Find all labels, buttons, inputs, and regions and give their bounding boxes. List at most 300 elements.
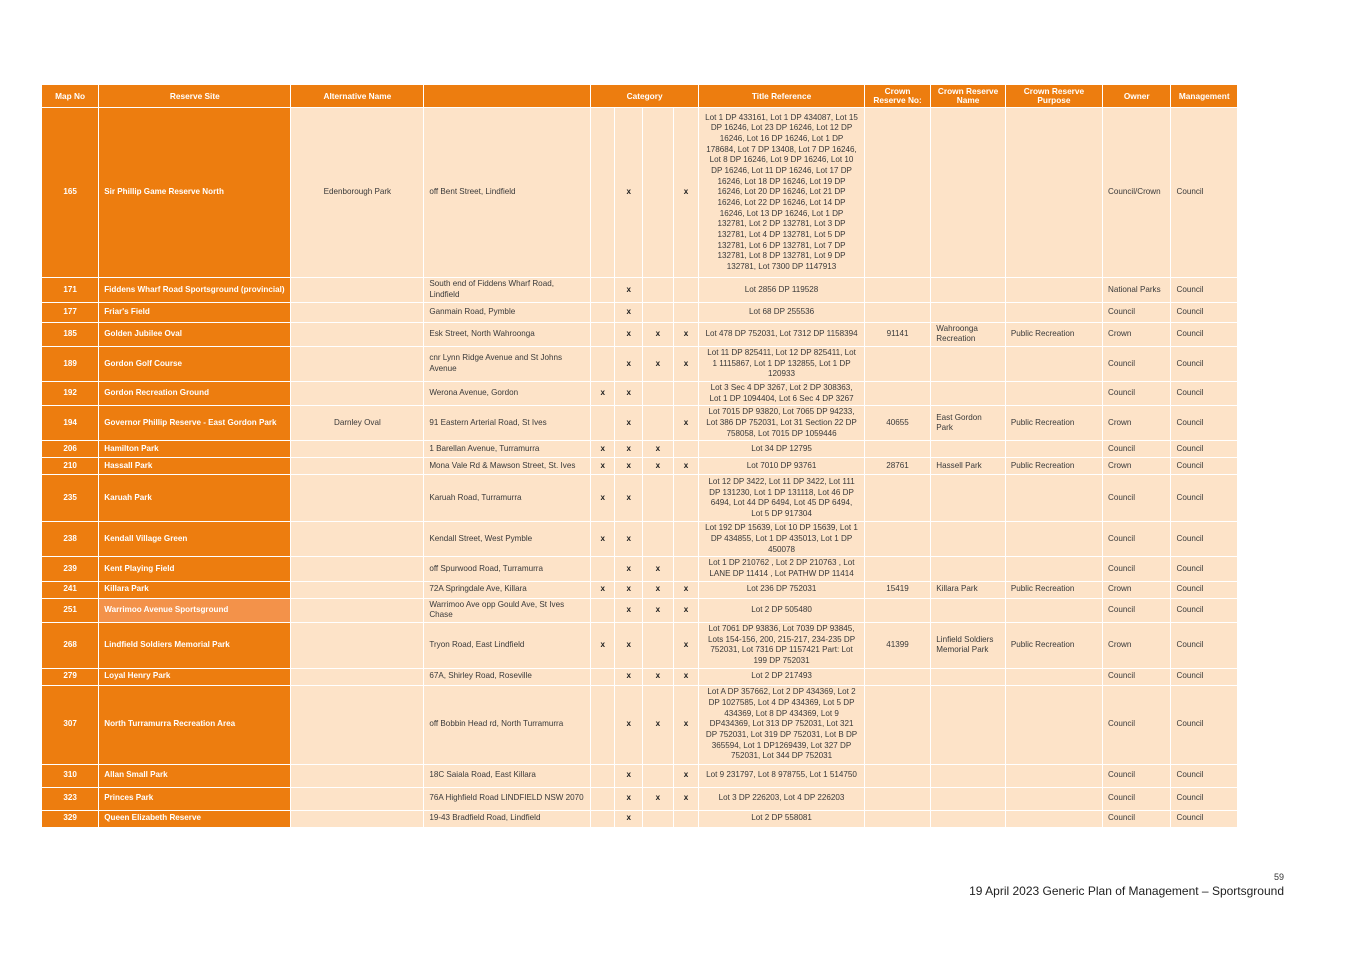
category-mark-cell bbox=[643, 278, 673, 301]
category-mark-cell: x bbox=[615, 788, 642, 810]
owner-cell: Crown bbox=[1103, 406, 1170, 440]
crown-reserve-purpose-cell bbox=[1006, 278, 1102, 301]
category-mark-cell: x bbox=[615, 811, 642, 827]
crown-reserve-name-cell bbox=[931, 475, 1005, 521]
table-row bbox=[42, 458, 1237, 474]
management-cell: Council bbox=[1171, 475, 1237, 521]
title-reference-cell: Lot 3 Sec 4 DP 3267, Lot 2 DP 308363, Lot 1 DP 1094404, Lot 6 Sec 4 DP 3267 bbox=[699, 382, 864, 405]
crown-reserve-no-cell bbox=[865, 108, 930, 277]
crown-reserve-no-cell: 41399 bbox=[865, 623, 930, 668]
crown-reserve-no-cell bbox=[865, 278, 930, 301]
map-no-cell: 235 bbox=[42, 475, 98, 521]
reserve-site-cell: Karuah Park bbox=[99, 475, 290, 521]
crown-reserve-purpose-cell bbox=[1006, 686, 1102, 764]
reserve-site-cell: Hassall Park bbox=[99, 458, 290, 474]
reserve-site-cell: North Turramurra Recreation Area bbox=[99, 686, 290, 764]
header-address bbox=[424, 85, 590, 107]
footer-document-title: 19 April 2023 Generic Plan of Management – Sportsground bbox=[969, 884, 1284, 898]
management-cell: Council bbox=[1171, 382, 1237, 405]
table-row bbox=[42, 441, 1237, 457]
title-reference-cell: Lot 2 DP 558081 bbox=[699, 811, 864, 827]
crown-reserve-name-cell bbox=[931, 557, 1005, 580]
reserve-site-cell: Kendall Village Green bbox=[99, 522, 290, 556]
crown-reserve-no-cell bbox=[865, 788, 930, 810]
management-cell: Council bbox=[1171, 811, 1237, 827]
address-cell: 76A Highfield Road LINDFIELD NSW 2070 bbox=[424, 788, 590, 810]
alternative-name-cell bbox=[291, 669, 423, 685]
table-row bbox=[42, 323, 1237, 346]
address-cell: 67A, Shirley Road, Roseville bbox=[424, 669, 590, 685]
map-no-cell: 329 bbox=[42, 811, 98, 827]
table-row bbox=[42, 406, 1237, 440]
category-mark-cell: x bbox=[591, 522, 615, 556]
crown-reserve-purpose-cell bbox=[1006, 599, 1102, 622]
reserve-site-cell: Hamilton Park bbox=[99, 441, 290, 457]
category-mark-cell: x bbox=[674, 623, 699, 668]
crown-reserve-no-cell bbox=[865, 441, 930, 457]
header-category: Category bbox=[591, 85, 698, 107]
address-cell: off Bent Street, Lindfield bbox=[424, 108, 590, 277]
category-mark-cell bbox=[643, 475, 673, 521]
category-mark-cell: x bbox=[615, 765, 642, 787]
crown-reserve-purpose-cell bbox=[1006, 788, 1102, 810]
table-row bbox=[42, 623, 1237, 668]
header-map-no: Map No bbox=[42, 85, 98, 107]
management-cell: Council bbox=[1171, 303, 1237, 322]
category-mark-cell: x bbox=[674, 669, 699, 685]
alternative-name-cell: Edenborough Park bbox=[291, 108, 423, 277]
table-row bbox=[42, 278, 1237, 301]
address-cell: Warrimoo Ave opp Gould Ave, St Ives Chase bbox=[424, 599, 590, 622]
owner-cell: Crown bbox=[1103, 323, 1170, 346]
crown-reserve-no-cell bbox=[865, 303, 930, 322]
crown-reserve-purpose-cell bbox=[1006, 669, 1102, 685]
management-cell: Council bbox=[1171, 278, 1237, 301]
owner-cell: Crown bbox=[1103, 582, 1170, 598]
alternative-name-cell bbox=[291, 582, 423, 598]
reserve-site-cell: Loyal Henry Park bbox=[99, 669, 290, 685]
category-mark-cell: x bbox=[674, 458, 699, 474]
category-mark-cell: x bbox=[591, 623, 615, 668]
crown-reserve-purpose-cell: Public Recreation bbox=[1006, 406, 1102, 440]
management-cell: Council bbox=[1171, 323, 1237, 346]
crown-reserve-no-cell bbox=[865, 557, 930, 580]
category-mark-cell bbox=[591, 303, 615, 322]
crown-reserve-no-cell bbox=[865, 811, 930, 827]
table-row bbox=[42, 788, 1237, 810]
reserve-site-cell: Warrimoo Avenue Sportsground bbox=[99, 599, 290, 622]
address-cell: cnr Lynn Ridge Avenue and St Johns Avenue bbox=[424, 347, 590, 381]
header-crown-reserve-name: Crown Reserve Name bbox=[931, 85, 1005, 107]
category-mark-cell: x bbox=[615, 599, 642, 622]
alternative-name-cell bbox=[291, 347, 423, 381]
management-cell: Council bbox=[1171, 788, 1237, 810]
address-cell: Werona Avenue, Gordon bbox=[424, 382, 590, 405]
category-mark-cell bbox=[674, 522, 699, 556]
category-mark-cell: x bbox=[674, 323, 699, 346]
category-mark-cell bbox=[591, 788, 615, 810]
owner-cell: Council/Crown bbox=[1103, 108, 1170, 277]
category-mark-cell: x bbox=[615, 475, 642, 521]
category-mark-cell: x bbox=[615, 278, 642, 301]
table-header-row bbox=[42, 85, 1237, 107]
alternative-name-cell bbox=[291, 599, 423, 622]
category-mark-cell bbox=[674, 441, 699, 457]
crown-reserve-name-cell bbox=[931, 686, 1005, 764]
title-reference-cell: Lot 12 DP 3422, Lot 11 DP 3422, Lot 111 DP 131230, Lot 1 DP 131118, Lot 46 DP 6494, Lot 44 DP 6494, Lot 45 DP 6494, Lot 5 DP 917304 bbox=[699, 475, 864, 521]
alternative-name-cell bbox=[291, 522, 423, 556]
table-row bbox=[42, 599, 1237, 622]
header-alternative-name: Alternative Name bbox=[291, 85, 423, 107]
management-cell: Council bbox=[1171, 599, 1237, 622]
category-mark-cell bbox=[674, 382, 699, 405]
table-row bbox=[42, 347, 1237, 381]
crown-reserve-name-cell bbox=[931, 522, 1005, 556]
table-row bbox=[42, 303, 1237, 322]
crown-reserve-name-cell bbox=[931, 765, 1005, 787]
alternative-name-cell bbox=[291, 811, 423, 827]
table-row bbox=[42, 765, 1237, 787]
category-mark-cell: x bbox=[591, 582, 615, 598]
category-mark-cell: x bbox=[674, 686, 699, 764]
reserve-site-cell: Lindfield Soldiers Memorial Park bbox=[99, 623, 290, 668]
address-cell: off Spurwood Road, Turramurra bbox=[424, 557, 590, 580]
reserve-site-cell: Gordon Recreation Ground bbox=[99, 382, 290, 405]
address-cell: South end of Fiddens Wharf Road, Lindfield bbox=[424, 278, 590, 301]
reserve-site-cell: Princes Park bbox=[99, 788, 290, 810]
reserve-site-cell: Killara Park bbox=[99, 582, 290, 598]
header-management: Management bbox=[1171, 85, 1237, 107]
reserve-site-cell: Golden Jubilee Oval bbox=[99, 323, 290, 346]
category-mark-cell: x bbox=[615, 108, 642, 277]
table-body bbox=[42, 108, 1237, 826]
crown-reserve-no-cell bbox=[865, 475, 930, 521]
category-mark-cell: x bbox=[615, 441, 642, 457]
reserves-table bbox=[41, 84, 1238, 828]
category-mark-cell: x bbox=[643, 323, 673, 346]
map-no-cell: 323 bbox=[42, 788, 98, 810]
crown-reserve-no-cell: 15419 bbox=[865, 582, 930, 598]
crown-reserve-name-cell bbox=[931, 303, 1005, 322]
crown-reserve-name-cell bbox=[931, 347, 1005, 381]
title-reference-cell: Lot 3 DP 226203, Lot 4 DP 226203 bbox=[699, 788, 864, 810]
category-mark-cell: x bbox=[615, 382, 642, 405]
reserve-site-cell: Fiddens Wharf Road Sportsground (provincial) bbox=[99, 278, 290, 301]
header-crown-reserve-purpose: Crown Reserve Purpose bbox=[1006, 85, 1102, 107]
category-mark-cell bbox=[643, 522, 673, 556]
map-no-cell: 251 bbox=[42, 599, 98, 622]
title-reference-cell: Lot 192 DP 15639, Lot 10 DP 15639, Lot 1 DP 434855, Lot 1 DP 435013, Lot 1 DP 450078 bbox=[699, 522, 864, 556]
map-no-cell: 307 bbox=[42, 686, 98, 764]
alternative-name-cell bbox=[291, 458, 423, 474]
crown-reserve-name-cell: Wahroonga Recreation bbox=[931, 323, 1005, 346]
management-cell: Council bbox=[1171, 669, 1237, 685]
alternative-name-cell bbox=[291, 475, 423, 521]
title-reference-cell: Lot 68 DP 255536 bbox=[699, 303, 864, 322]
header-title-reference: Title Reference bbox=[699, 85, 864, 107]
owner-cell: Crown bbox=[1103, 458, 1170, 474]
category-mark-cell: x bbox=[674, 406, 699, 440]
map-no-cell: 194 bbox=[42, 406, 98, 440]
map-no-cell: 268 bbox=[42, 623, 98, 668]
owner-cell: Crown bbox=[1103, 623, 1170, 668]
crown-reserve-no-cell bbox=[865, 686, 930, 764]
owner-cell: Council bbox=[1103, 811, 1170, 827]
category-mark-cell bbox=[591, 108, 615, 277]
title-reference-cell: Lot 1 DP 210762 , Lot 2 DP 210763 , Lot LANE DP 11414 , Lot PATHW DP 11414 bbox=[699, 557, 864, 580]
title-reference-cell: Lot 236 DP 752031 bbox=[699, 582, 864, 598]
category-mark-cell bbox=[591, 323, 615, 346]
title-reference-cell: Lot 9 231797, Lot 8 978755, Lot 1 514750 bbox=[699, 765, 864, 787]
map-no-cell: 206 bbox=[42, 441, 98, 457]
crown-reserve-purpose-cell bbox=[1006, 557, 1102, 580]
map-no-cell: 189 bbox=[42, 347, 98, 381]
map-no-cell: 210 bbox=[42, 458, 98, 474]
crown-reserve-no-cell bbox=[865, 347, 930, 381]
category-mark-cell: x bbox=[643, 582, 673, 598]
owner-cell: Council bbox=[1103, 382, 1170, 405]
category-mark-cell: x bbox=[643, 599, 673, 622]
crown-reserve-purpose-cell bbox=[1006, 303, 1102, 322]
category-mark-cell bbox=[643, 765, 673, 787]
category-mark-cell bbox=[591, 278, 615, 301]
header-crown-reserve-no: Crown Reserve No: bbox=[865, 85, 930, 107]
map-no-cell: 177 bbox=[42, 303, 98, 322]
management-cell: Council bbox=[1171, 582, 1237, 598]
owner-cell: National Parks bbox=[1103, 278, 1170, 301]
map-no-cell: 279 bbox=[42, 669, 98, 685]
owner-cell: Council bbox=[1103, 765, 1170, 787]
alternative-name-cell bbox=[291, 623, 423, 668]
address-cell: 91 Eastern Arterial Road, St Ives bbox=[424, 406, 590, 440]
title-reference-cell: Lot 478 DP 752031, Lot 7312 DP 1158394 bbox=[699, 323, 864, 346]
category-mark-cell: x bbox=[615, 669, 642, 685]
crown-reserve-name-cell: Killara Park bbox=[931, 582, 1005, 598]
crown-reserve-purpose-cell: Public Recreation bbox=[1006, 582, 1102, 598]
table-row bbox=[42, 475, 1237, 521]
page-number: 59 bbox=[1273, 872, 1284, 882]
crown-reserve-name-cell bbox=[931, 382, 1005, 405]
management-cell: Council bbox=[1171, 458, 1237, 474]
alternative-name-cell bbox=[291, 557, 423, 580]
category-mark-cell: x bbox=[591, 382, 615, 405]
owner-cell: Council bbox=[1103, 347, 1170, 381]
crown-reserve-no-cell bbox=[865, 382, 930, 405]
crown-reserve-no-cell: 91141 bbox=[865, 323, 930, 346]
reserve-site-cell: Kent Playing Field bbox=[99, 557, 290, 580]
crown-reserve-name-cell bbox=[931, 599, 1005, 622]
address-cell: Kendall Street, West Pymble bbox=[424, 522, 590, 556]
crown-reserve-purpose-cell bbox=[1006, 108, 1102, 277]
category-mark-cell: x bbox=[615, 522, 642, 556]
category-mark-cell bbox=[591, 811, 615, 827]
address-cell: Ganmain Road, Pymble bbox=[424, 303, 590, 322]
crown-reserve-name-cell bbox=[931, 811, 1005, 827]
title-reference-cell: Lot 7061 DP 93836, Lot 7039 DP 93845, Lots 154-156, 200, 215-217, 234-235 DP 752031, Lot 7316 DP 1157421 Part: Lot 199 DP 752031 bbox=[699, 623, 864, 668]
map-no-cell: 192 bbox=[42, 382, 98, 405]
title-reference-cell: Lot 2856 DP 119528 bbox=[699, 278, 864, 301]
category-mark-cell: x bbox=[643, 347, 673, 381]
management-cell: Council bbox=[1171, 441, 1237, 457]
title-reference-cell: Lot A DP 357662, Lot 2 DP 434369, Lot 2 DP 1027585, Lot 4 DP 434369, Lot 5 DP 434369, Lot 8 DP 434369, Lot 9 DP434369, Lot 313 DP 752031, Lot 321 DP 752031, Lot 319 DP 752031, Lot B DP 365594, Lot 1 DP1269439, Lot 327 DP 752031, Lot 344 DP 752031 bbox=[699, 686, 864, 764]
category-mark-cell: x bbox=[674, 788, 699, 810]
management-cell: Council bbox=[1171, 522, 1237, 556]
crown-reserve-purpose-cell bbox=[1006, 382, 1102, 405]
table-row bbox=[42, 108, 1237, 277]
management-cell: Council bbox=[1171, 765, 1237, 787]
reserves-table-container bbox=[41, 84, 1238, 828]
address-cell: 19-43 Bradfield Road, Lindfield bbox=[424, 811, 590, 827]
category-mark-cell bbox=[674, 303, 699, 322]
category-mark-cell: x bbox=[674, 108, 699, 277]
category-mark-cell: x bbox=[591, 458, 615, 474]
alternative-name-cell bbox=[291, 686, 423, 764]
address-cell: Esk Street, North Wahroonga bbox=[424, 323, 590, 346]
management-cell: Council bbox=[1171, 623, 1237, 668]
crown-reserve-no-cell bbox=[865, 765, 930, 787]
owner-cell: Council bbox=[1103, 557, 1170, 580]
crown-reserve-purpose-cell bbox=[1006, 475, 1102, 521]
category-mark-cell: x bbox=[615, 406, 642, 440]
owner-cell: Council bbox=[1103, 522, 1170, 556]
title-reference-cell: Lot 2 DP 505480 bbox=[699, 599, 864, 622]
crown-reserve-no-cell bbox=[865, 599, 930, 622]
address-cell: Tryon Road, East Lindfield bbox=[424, 623, 590, 668]
owner-cell: Council bbox=[1103, 303, 1170, 322]
address-cell: Mona Vale Rd & Mawson Street, St. Ives bbox=[424, 458, 590, 474]
category-mark-cell: x bbox=[674, 765, 699, 787]
category-mark-cell: x bbox=[643, 441, 673, 457]
address-cell: 72A Springdale Ave, Killara bbox=[424, 582, 590, 598]
category-mark-cell bbox=[674, 278, 699, 301]
header-owner: Owner bbox=[1103, 85, 1170, 107]
category-mark-cell bbox=[674, 475, 699, 521]
table-row bbox=[42, 557, 1237, 580]
address-cell: 1 Barellan Avenue, Turramurra bbox=[424, 441, 590, 457]
owner-cell: Council bbox=[1103, 686, 1170, 764]
category-mark-cell: x bbox=[615, 347, 642, 381]
category-mark-cell: x bbox=[615, 458, 642, 474]
category-mark-cell bbox=[591, 765, 615, 787]
category-mark-cell: x bbox=[615, 686, 642, 764]
category-mark-cell bbox=[591, 557, 615, 580]
crown-reserve-no-cell: 40655 bbox=[865, 406, 930, 440]
crown-reserve-purpose-cell: Public Recreation bbox=[1006, 458, 1102, 474]
alternative-name-cell bbox=[291, 441, 423, 457]
crown-reserve-name-cell bbox=[931, 108, 1005, 277]
title-reference-cell: Lot 1 DP 433161, Lot 1 DP 434087, Lot 15 DP 16246, Lot 23 DP 16246, Lot 12 DP 16246, Lot 16 DP 16246, Lot 1 DP 178684, Lot 7 DP 13408, Lot 7 DP 16246, Lot 8 DP 16246, Lot 9 DP 16246, Lot 10 DP 16246, Lot 11 DP 16246, Lot 17 DP 16246, Lot 18 DP 16246, Lot 19 DP 16246, Lot 20 DP 16246, Lot 21 DP 16246, Lot 22 DP 16246, Lot 14 DP 16246, Lot 13 DP 16246, Lot 1 DP 132781, Lot 2 DP 132781, Lot 3 DP 132781, Lot 4 DP 132781, Lot 5 DP 132781, Lot 6 DP 132781, Lot 7 DP 132781, Lot 8 DP 132781, Lot 9 DP 132781, Lot 7300 DP 1147913 bbox=[699, 108, 864, 277]
category-mark-cell bbox=[643, 623, 673, 668]
crown-reserve-purpose-cell: Public Recreation bbox=[1006, 623, 1102, 668]
category-mark-cell: x bbox=[615, 323, 642, 346]
management-cell: Council bbox=[1171, 108, 1237, 277]
crown-reserve-no-cell: 28761 bbox=[865, 458, 930, 474]
alternative-name-cell bbox=[291, 765, 423, 787]
map-no-cell: 239 bbox=[42, 557, 98, 580]
crown-reserve-no-cell bbox=[865, 669, 930, 685]
table-row bbox=[42, 522, 1237, 556]
category-mark-cell bbox=[643, 406, 673, 440]
address-cell: off Bobbin Head rd, North Turramurra bbox=[424, 686, 590, 764]
crown-reserve-name-cell bbox=[931, 441, 1005, 457]
owner-cell: Council bbox=[1103, 475, 1170, 521]
alternative-name-cell bbox=[291, 278, 423, 301]
owner-cell: Council bbox=[1103, 441, 1170, 457]
category-mark-cell: x bbox=[615, 557, 642, 580]
crown-reserve-name-cell: Linfield Soldiers Memorial Park bbox=[931, 623, 1005, 668]
address-cell: 18C Saiala Road, East Killara bbox=[424, 765, 590, 787]
crown-reserve-purpose-cell bbox=[1006, 765, 1102, 787]
category-mark-cell bbox=[674, 557, 699, 580]
management-cell: Council bbox=[1171, 557, 1237, 580]
table-row bbox=[42, 669, 1237, 685]
title-reference-cell: Lot 34 DP 12795 bbox=[699, 441, 864, 457]
title-reference-cell: Lot 2 DP 217493 bbox=[699, 669, 864, 685]
category-mark-cell bbox=[643, 382, 673, 405]
owner-cell: Council bbox=[1103, 599, 1170, 622]
crown-reserve-purpose-cell bbox=[1006, 347, 1102, 381]
crown-reserve-purpose-cell bbox=[1006, 522, 1102, 556]
crown-reserve-purpose-cell bbox=[1006, 811, 1102, 827]
table-row bbox=[42, 582, 1237, 598]
reserve-site-cell: Allan Small Park bbox=[99, 765, 290, 787]
management-cell: Council bbox=[1171, 406, 1237, 440]
owner-cell: Council bbox=[1103, 669, 1170, 685]
table-row bbox=[42, 382, 1237, 405]
category-mark-cell bbox=[643, 108, 673, 277]
category-mark-cell bbox=[643, 811, 673, 827]
crown-reserve-name-cell bbox=[931, 669, 1005, 685]
crown-reserve-name-cell bbox=[931, 788, 1005, 810]
map-no-cell: 165 bbox=[42, 108, 98, 277]
reserve-site-cell: Gordon Golf Course bbox=[99, 347, 290, 381]
alternative-name-cell bbox=[291, 382, 423, 405]
category-mark-cell: x bbox=[591, 475, 615, 521]
category-mark-cell bbox=[674, 811, 699, 827]
category-mark-cell: x bbox=[643, 458, 673, 474]
owner-cell: Council bbox=[1103, 788, 1170, 810]
category-mark-cell: x bbox=[591, 441, 615, 457]
reserve-site-cell: Queen Elizabeth Reserve bbox=[99, 811, 290, 827]
title-reference-cell: Lot 7015 DP 93820, Lot 7065 DP 94233, Lot 386 DP 752031, Lot 31 Section 22 DP 758058, Lot 7015 DP 1059446 bbox=[699, 406, 864, 440]
alternative-name-cell bbox=[291, 323, 423, 346]
alternative-name-cell bbox=[291, 788, 423, 810]
map-no-cell: 310 bbox=[42, 765, 98, 787]
crown-reserve-purpose-cell: Public Recreation bbox=[1006, 323, 1102, 346]
crown-reserve-purpose-cell bbox=[1006, 441, 1102, 457]
map-no-cell: 185 bbox=[42, 323, 98, 346]
crown-reserve-no-cell bbox=[865, 522, 930, 556]
reserve-site-cell: Friar's Field bbox=[99, 303, 290, 322]
reserve-site-cell: Governor Phillip Reserve - East Gordon Park bbox=[99, 406, 290, 440]
title-reference-cell: Lot 7010 DP 93761 bbox=[699, 458, 864, 474]
crown-reserve-name-cell bbox=[931, 278, 1005, 301]
category-mark-cell: x bbox=[674, 582, 699, 598]
crown-reserve-name-cell: East Gordon Park bbox=[931, 406, 1005, 440]
category-mark-cell bbox=[591, 669, 615, 685]
address-cell: Karuah Road, Turramurra bbox=[424, 475, 590, 521]
category-mark-cell: x bbox=[674, 347, 699, 381]
category-mark-cell: x bbox=[615, 303, 642, 322]
category-mark-cell bbox=[591, 686, 615, 764]
header-reserve-site: Reserve Site bbox=[99, 85, 290, 107]
alternative-name-cell bbox=[291, 303, 423, 322]
management-cell: Council bbox=[1171, 347, 1237, 381]
map-no-cell: 238 bbox=[42, 522, 98, 556]
category-mark-cell: x bbox=[643, 669, 673, 685]
category-mark-cell: x bbox=[615, 582, 642, 598]
reserve-site-cell: Sir Phillip Game Reserve North bbox=[99, 108, 290, 277]
